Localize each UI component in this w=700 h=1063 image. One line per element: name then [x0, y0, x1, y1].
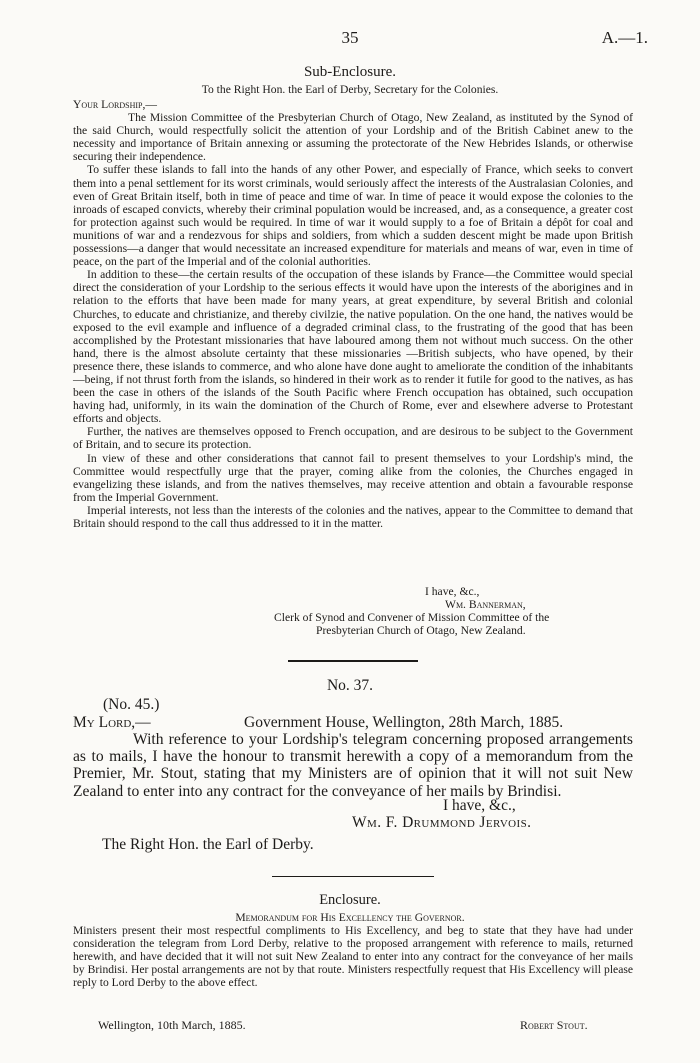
sub-enclosure-paragraph: Imperial interests, not less than the interests of the colonies and the natives, appear to the Committee to demand that Britain should respond to the call thus addressed to it in the matter. [73, 503, 633, 530]
sub-enclosure-paragraph: In view of these and other considerations that cannot fail to present themselves to your Lordship's mind, the Committee would respectfully urge that the prayer, coming alike from the colonies, the Churches engaged in evangelizing these islands, and from the natives themselves, may receive attention and obtain a favourable response from the Imperial Government. [73, 451, 633, 504]
memorandum-body-block [73, 924, 633, 989]
sub-enclosure-addressee: To the Right Hon. the Earl of Derby, Secretary for the Colonies. [201, 83, 499, 96]
sub-enclosure-signatory-title: Clerk of Synod and Convener of Mission Committee of the [274, 611, 550, 624]
letter-body: With reference to your Lordship's telegram concerning proposed arrangements as to mails, I have the honour to transmit herewith a copy of a memorandum from the Premier, Mr. Stout, stating that my Ministers are of opinion that it will not suit New Zealand to enter into any contract for the conveyance of her mails by Brindisi. [73, 731, 633, 800]
letter-number: No. 37. [326, 677, 374, 694]
memorandum-body: Ministers present their most respectful compliments to His Excellency, and beg to state that they have had under consideration the telegram from Lord Derby, relative to the proposed arrangement with reference to mails, returned herewith, and have decided that it will not suit New Zealand to enter into any contract for the conveyance of her mails by Brindisi. Her postal arrangements are not by that route. Ministers respectfully request that His Excellency will please reply to Lord Derby to the above effect. [73, 924, 633, 990]
enclosure-title: Enclosure. [319, 892, 381, 908]
letter-closing: I have, &c., [443, 797, 516, 814]
sub-enclosure-title: Sub-Enclosure. [303, 64, 397, 80]
sub-enclosure-paragraph: In addition to these—the certain results of the occupation of these islands by France—the Committee would special direct the consideration of your Lordship to the serious effects it would have upon the interests of the aborigines and in relation to the efforts that have been made for many years, at great expenditure, by several British and colonial Churches, to educate and christianize, and thereby civilzie, the native population. On the one hand, the natives would be exposed to the evil example and influence of a degraded criminal class, to the frustrating of the good that has been accomplished by the Protestant missionaries that have laboured among them not without much success. On the other hand, there is the almost absolute certainty that these missionaries —British subjects, who have opened, by their presence there, these islands to commerce, and who alone have done aught to ameliorate the condition of the inhabitants—being, if not thrust forth from the islands, so hindered in their work as to render it futile for good to the natives, as has been the case in others of the islands of the South Pacific where French occupation has obtained, such occupation having had, uniformly, in its wain the domination of the Church of Rome, ever and elsewhere adverse to Protestant efforts and objects. [73, 268, 633, 426]
memorandum-place-date: Wellington, 10th March, 1885. [98, 1018, 246, 1032]
memorandum-heading: Memorandum for His Excellency the Governor. [235, 911, 465, 924]
sub-enclosure-signatory: Wm. Bannerman, [445, 598, 526, 611]
sub-enclosure-paragraph: The Mission Committee of the Presbyterian Church of Otago, New Zealand, as instituted by the Synod of the said Church, would respectfully solicit the attention of your Lordship and of the British Cabinet anew to the necessity and importance of Britain annexing or assuming the protectorate of the New Hebrides Islands, or otherwise securing their independence. [73, 111, 633, 164]
sub-enclosure-signatory-title: Presbyterian Church of Otago, New Zealand. [316, 624, 526, 637]
sub-enclosure-paragraph: Further, the natives are themselves opposed to French occupation, and are desirous to be subject to the Government of Britain, and to secure its protection. [73, 425, 633, 452]
sub-enclosure-closing: I have, &c., [425, 585, 480, 598]
sub-enclosure-salutation: Your Lordship,— [73, 98, 157, 111]
letter-salutation: My Lord,— [73, 714, 151, 731]
letter-reference: (No. 45.) [103, 696, 160, 713]
letter-addressee: The Right Hon. the Earl of Derby. [102, 836, 314, 853]
sub-enclosure-paragraph: To suffer these islands to fall into the hands of any other Power, and especially of France, which seeks to convert them into a penal settlement for its worst criminals, would seriously affect the interests of the Australasian Colonies, and even of Great Britain itself, both in time of peace and time of war. In time of peace it would expose the colonies to the inroads of escaped convicts, whereby their criminal population would be increased, and, as a consequence, a greater cost for protection against such would be required. In time of war it would supply to a foe of Britain a dépôt for coal and munitions of war and a rendezvous for ships and soldiers, from which a sudden descent might be made upon British possessions—a danger that would necessitate an increased expenditure for materials and means of war, even in time of peace, on the part of the Imperial and of the colonial authorities. [73, 163, 633, 269]
series-number: A.—1. [601, 28, 648, 47]
section-divider [288, 660, 418, 662]
letter-place-date: Government House, Wellington, 28th March, 1885. [244, 714, 564, 731]
letter-body-block [73, 731, 633, 800]
letter-signatory: Wm. F. Drummond Jervois. [352, 814, 532, 831]
memorandum-signatory: Robert Stout. [520, 1018, 588, 1032]
page-number: 35 [341, 28, 359, 47]
section-divider [272, 876, 434, 877]
sub-enclosure-body [73, 98, 633, 530]
